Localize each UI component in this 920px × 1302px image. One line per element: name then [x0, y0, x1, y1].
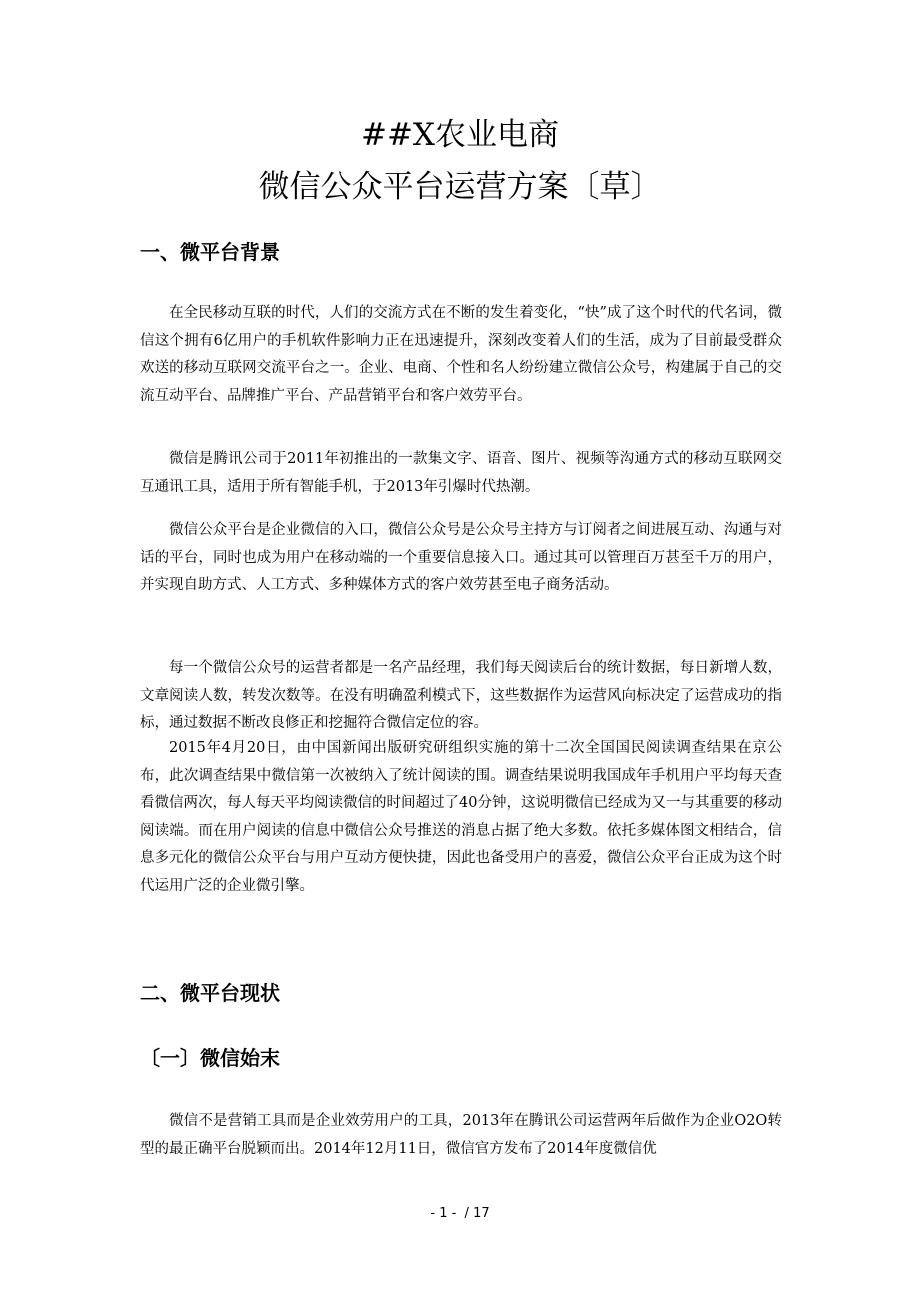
paragraph: 微信是腾讯公司于2011年初推出的一款集文字、语音、图片、视频等沟通方式的移动互联网交互通讯工具，适用于所有智能手机，于2013年引爆时代热潮。	[140, 451, 782, 495]
subsection-heading-wechat-history: 〔一〕微信始末	[140, 1046, 280, 1070]
paragraph: 2015年4月20日，由中国新闻出版研究研组织实施的第十二次全国国民阅读调查结果在京公布，此次调查结果中微信第一次被纳入了统计阅读的围。调查结果说明我国成年手机用户平均每天查看微信两次，每人每天平均阅读微信的时间超过了40分钟，这说明微信已经成为又一与其重要的移动阅读端。而在用户阅读的信息中微信公众号推送的消息占据了绝大多数。依托多媒体图文相结合，信息多元化的微信公众平台与用户互动方便快捷，因此也备受用户的喜爱，微信公众平台正成为这个时代运用广泛的企业微引擎。	[140, 740, 782, 894]
paragraph: 微信不是营销工具而是企业效劳用户的工具，2013年在腾讯公司运营两年后做作为企业O2O转型的最正确平台脱颖而出。2014年12月11日，微信官方发布了2014年度微信优	[140, 1113, 782, 1157]
paragraph: 每一个微信公众号的运营者都是一名产品经理，我们每天阅读后台的统计数据，每日新增人数，文章阅读人数，转发次数等。在没有明确盈利模式下，这些数据作为运营风向标决定了运营成功的指标，通过数据不断改良修正和挖掘符合微信定位的容。	[140, 660, 782, 732]
page-number: - 1 - / 17	[430, 1206, 490, 1221]
document-title-line-1: ##X农业电商	[360, 117, 560, 153]
section-heading-background: 一、微平台背景	[140, 240, 280, 264]
document-title-line-2: 微信公众平台运营方案〔草〕	[258, 169, 662, 205]
paragraph: 微信公众平台是企业微信的入口，微信公众号是公众号主持方与订阅者之间进展互动、沟通与对话的平台，同时也成为用户在移动端的一个重要信息接入口。通过其可以管理百万甚至千万的用户，并实现自助方式、人工方式、多种媒体方式的客户效劳甚至电子商务活动。	[140, 522, 782, 594]
paragraph: 在全民移动互联的时代，人们的交流方式在不断的发生着变化，“快”成了这个时代的代名词，微信这个拥有6亿用户的手机软件影响力正在迅速提升，深刻改变着人们的生活，成为了目前最受群众欢送的移动互联网交流平台之一。企业、电商、个性和名人纷纷建立微信公众号，构建属于自己的交流互动平台、品牌推广平台、产品营销平台和客户效劳平台。	[140, 305, 782, 404]
section-heading-status: 二、微平台现状	[140, 981, 280, 1005]
